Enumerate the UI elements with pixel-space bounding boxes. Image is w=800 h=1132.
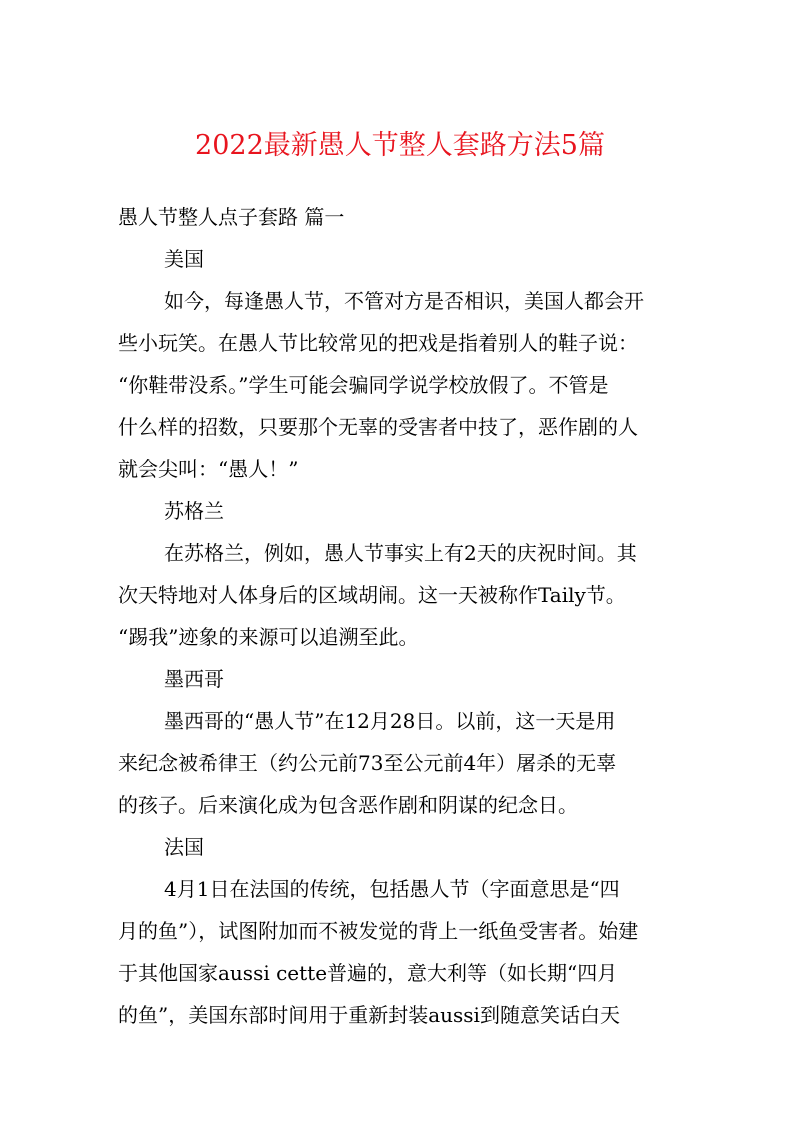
text-line: “你鞋带没系。”学生可能会骗同学说学校放假了。不管是 bbox=[118, 373, 609, 397]
document-body bbox=[118, 196, 688, 1036]
text-line: 的孩子。后来演化成为包含恶作剧和阴谋的纪念日。 bbox=[118, 793, 578, 817]
text-line: 些小玩笑。在愚人节比较常见的把戏是指着别人的鞋子说： bbox=[118, 331, 638, 355]
text-line: 墨西哥的“愚人节”在12月28日。以前，这一天是用 bbox=[164, 709, 616, 733]
text-line: 的鱼”，美国东部时间用于重新封装aussi到随意笑话白天 bbox=[118, 1003, 620, 1027]
section-heading: 美国 bbox=[164, 247, 204, 271]
section-heading: 墨西哥 bbox=[164, 667, 224, 691]
text-line: “踢我”迹象的来源可以追溯至此。 bbox=[118, 625, 419, 649]
section-heading: 苏格兰 bbox=[164, 499, 224, 523]
text-line: 次天特地对人体身后的区域胡闹。这一天被称作Taily节。 bbox=[118, 583, 626, 607]
text-line: 在苏格兰，例如，愚人节事实上有2天的庆祝时间。其 bbox=[164, 541, 637, 565]
text-line: 月的鱼”），试图附加而不被发觉的背上一纸鱼受害者。始建 bbox=[118, 919, 639, 943]
text-line: 什么样的招数，只要那个无辜的受害者中技了，恶作剧的人 bbox=[118, 415, 638, 439]
text-line: 就会尖叫：“愚人！” bbox=[118, 457, 299, 481]
text-line: 于其他国家aussi cette普遍的，意大利等（如长期“四月 bbox=[118, 961, 618, 985]
text-line: 4月1日在法国的传统，包括愚人节（字面意思是“四 bbox=[164, 877, 620, 901]
document-title: 2022最新愚人节整人套路方法5篇 bbox=[195, 130, 605, 161]
section-heading: 法国 bbox=[164, 835, 204, 859]
text-line: 如今，每逢愚人节，不管对方是否相识，美国人都会开 bbox=[164, 289, 644, 313]
text-line: 来纪念被希律王（约公元前73至公元前4年）屠杀的无辜 bbox=[118, 751, 617, 775]
text-line: 愚人节整人点子套路 篇一 bbox=[118, 205, 345, 229]
